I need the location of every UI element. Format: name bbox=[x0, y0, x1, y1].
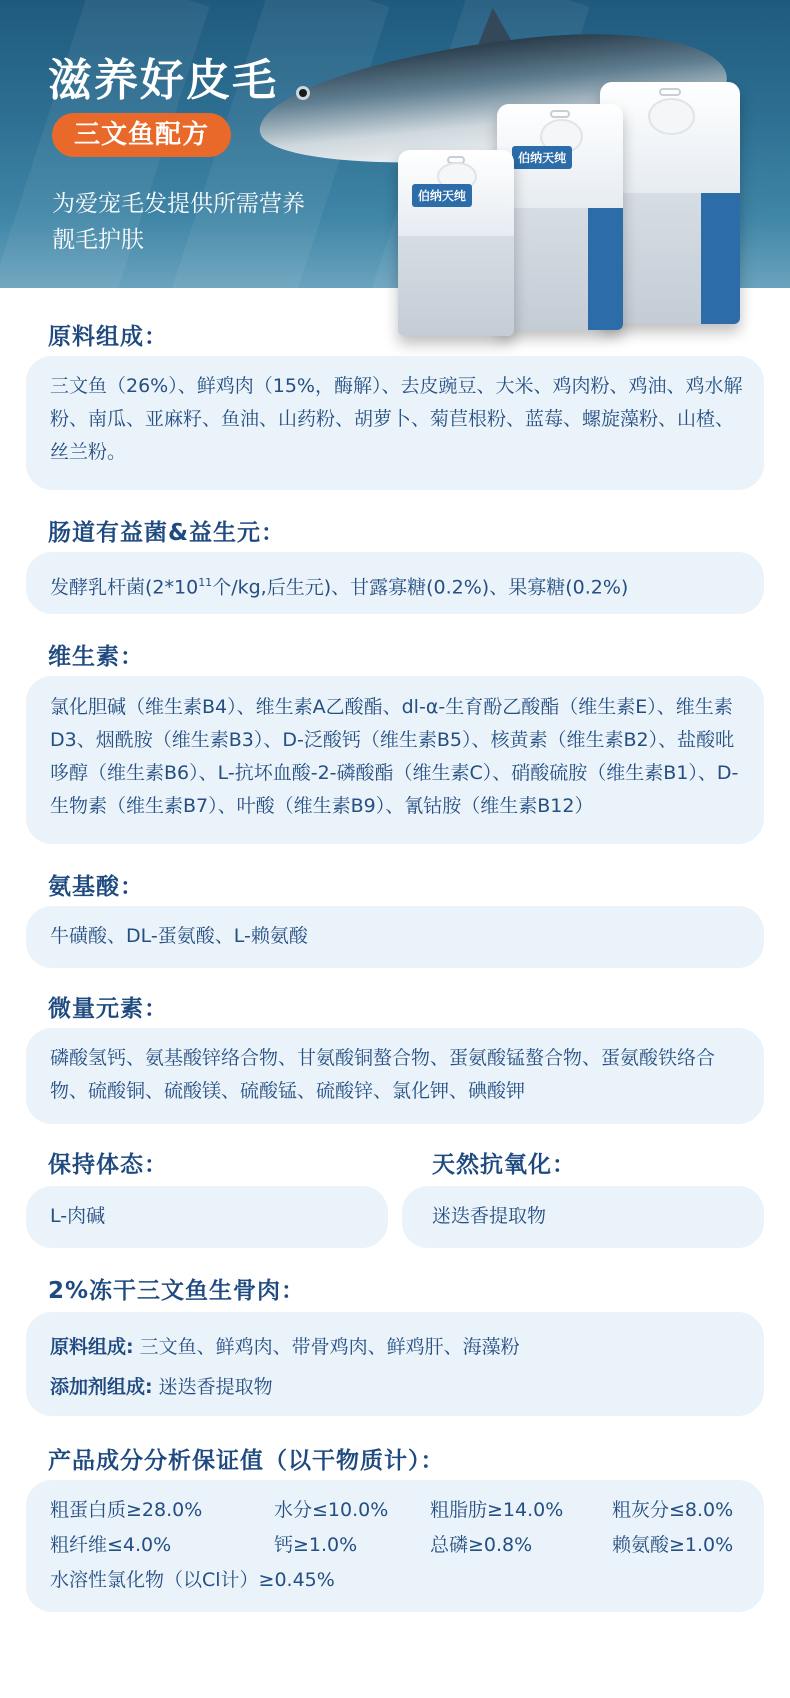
probiotics-text bbox=[26, 566, 764, 604]
product-bag-small-image bbox=[398, 150, 514, 336]
amino-acids-text: 牛磺酸、DL-蛋氨酸、L-赖氨酸 bbox=[50, 925, 308, 947]
analysis-item: 粗灰分≤8.0% bbox=[612, 1499, 734, 1521]
bag-brand-label: 伯纳天纯 bbox=[512, 146, 572, 169]
probiotics-card bbox=[26, 552, 764, 614]
probiotics-text-b: 个/kg,后生元)、甘露寡糖(0.2%)、果寡糖(0.2%) bbox=[212, 576, 629, 599]
body-shape-text: L-肉碱 bbox=[50, 1205, 106, 1227]
trace-elements-text: 磷酸氢钙、氨基酸锌络合物、甘氨酸铜螯合物、蛋氨酸锰螯合物、蛋氨酸铁络合物、硫酸铜、硫酸镁、硫酸锰、硫酸锌、氯化钾、碘酸钾 bbox=[50, 1047, 716, 1102]
section-title-vitamins: 维生素： bbox=[48, 644, 144, 670]
analysis-item: 水分≤10.0% bbox=[274, 1499, 389, 1521]
hero-subtitle-line: 靓毛护肤 bbox=[52, 227, 144, 253]
analysis-item: 总磷≥0.8% bbox=[430, 1534, 533, 1556]
amino-acids-card bbox=[26, 906, 764, 968]
freeze-dried-card bbox=[26, 1312, 764, 1416]
freeze-dried-additive-text: 迷迭香提取物 bbox=[158, 1376, 273, 1398]
analysis-grid bbox=[50, 1494, 750, 1604]
vitamins-text: 氯化胆碱（维生素B4）、维生素A乙酸酯、dl-α-生育酚乙酸酯（维生素E）、维生素D3、烟酰胺（维生素B3）、D-泛酸钙（维生素B5）、核黄素（维生素B2）、盐酸吡哆醇（维生素B6）、L-抗坏血酸-2-磷酸酯（维生素C）、硝酸硫胺（维生素B1）、D-生物素（维生素B7）、叶酸（维生素B9）、氰钴胺（维生素B12） bbox=[50, 696, 739, 817]
formula-badge: 三文鱼配方 bbox=[52, 113, 231, 157]
antioxidant-text: 迷迭香提取物 bbox=[432, 1205, 547, 1227]
analysis-item: 钙≥1.0% bbox=[274, 1534, 358, 1556]
bag-brand-label: 伯纳天纯 bbox=[412, 184, 472, 207]
analysis-item: 粗脂肪≥14.0% bbox=[430, 1499, 564, 1521]
section-title-probiotics: 肠道有益菌&益生元： bbox=[48, 520, 286, 546]
probiotics-exponent: 11 bbox=[198, 576, 213, 589]
probiotics-text-a: 发酵乳杆菌(2*10 bbox=[50, 576, 199, 599]
antioxidant-card bbox=[402, 1186, 764, 1248]
raw-materials-card bbox=[26, 356, 764, 490]
analysis-item: 粗纤维≤4.0% bbox=[50, 1534, 172, 1556]
body-shape-card bbox=[26, 1186, 388, 1248]
analysis-item: 水溶性氯化物（以Cl计）≥0.45% bbox=[50, 1569, 335, 1591]
section-title-amino-acids: 氨基酸： bbox=[48, 874, 144, 900]
section-title-trace-elements: 微量元素： bbox=[48, 996, 168, 1022]
analysis-item: 赖氨酸≥1.0% bbox=[612, 1534, 734, 1556]
freeze-dried-raw-text: 三文鱼、鲜鸡肉、带骨鸡肉、鲜鸡肝、海藻粉 bbox=[139, 1336, 520, 1358]
hero-title: 滋养好皮毛 bbox=[48, 55, 278, 106]
section-title-antioxidant: 天然抗氧化： bbox=[432, 1152, 576, 1178]
hero-subtitle bbox=[52, 186, 382, 258]
freeze-dried-raw-row bbox=[26, 1327, 764, 1367]
analysis-item: 粗蛋白质≥28.0% bbox=[50, 1499, 203, 1521]
freeze-dried-additive-row bbox=[26, 1367, 764, 1407]
section-title-freeze-dried: 2%冻干三文鱼生骨肉： bbox=[48, 1278, 306, 1304]
trace-elements-card bbox=[26, 1028, 764, 1124]
product-bag-medium-image bbox=[497, 104, 623, 330]
section-title-raw-materials: 原料组成： bbox=[48, 324, 168, 350]
raw-materials-text: 三文鱼（26%）、鲜鸡肉（15%，酶解）、去皮豌豆、大米、鸡肉粉、鸡油、鸡水解粉、南瓜、亚麻籽、鱼油、山药粉、胡萝卜、菊苣根粉、蓝莓、螺旋藻粉、山楂、丝兰粉。 bbox=[50, 375, 743, 463]
salmon-eye bbox=[296, 86, 310, 100]
section-title-analysis: 产品成分分析保证值（以干物质计）： bbox=[48, 1448, 445, 1474]
freeze-dried-raw-label: 原料组成: bbox=[50, 1336, 134, 1358]
hero-subtitle-line: 为爱宠毛发提供所需营养 bbox=[52, 191, 305, 217]
freeze-dried-additive-label: 添加剂组成: bbox=[50, 1376, 153, 1398]
analysis-card bbox=[26, 1480, 764, 1612]
vitamins-card bbox=[26, 676, 764, 844]
section-title-body-shape: 保持体态： bbox=[48, 1152, 168, 1178]
